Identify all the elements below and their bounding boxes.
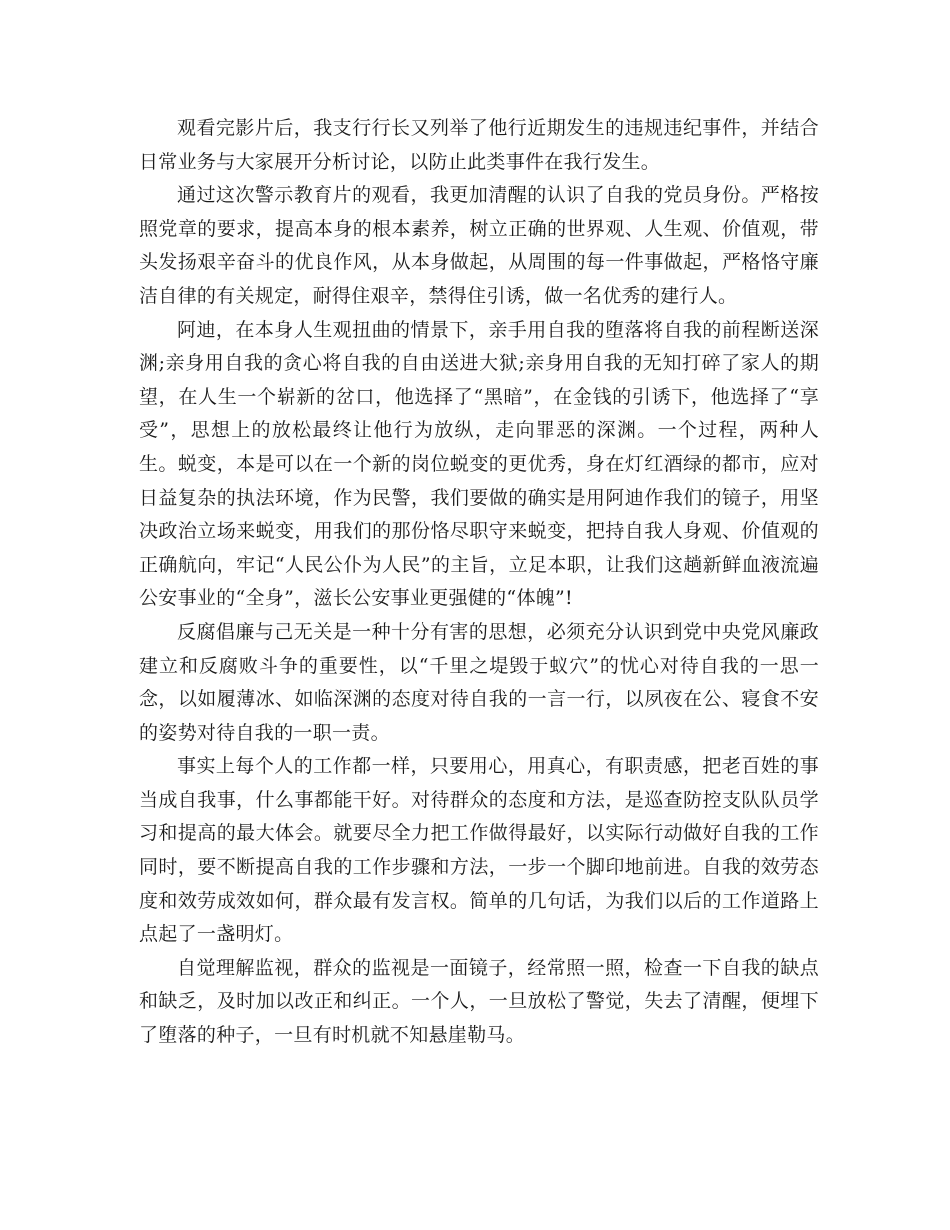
paragraph-4: 反腐倡廉与己无关是一种十分有害的思想，必须充分认识到党中央党风廉政建立和反腐败斗争的重要性，以“千里之堤毁于蚁穴”的忧心对待自我的一思一念，以如履薄冰、如临深渊的态度对待自我的一言一行，以夙夜在公、寝食不安的姿势对待自我的一职一责。 xyxy=(139,620,819,744)
paragraph-3: 阿迪，在本身人生观扭曲的情景下，亲手用自我的堕落将自我的前程断送深渊;亲身用自我的贪心将自我的自由送进大狱;亲身用自我的无知打碎了家人的期望，在人生一个崭新的岔口，他选择了“黑暗”，在金钱的引诱下，他选择了“享受”，思想上的放松最终让他行为放纵，走向罪恶的深渊。一个过程，两种人生。蜕变，本是可以在一个新的岗位蜕变的更优秀，身在灯红酒绿的都市，应对日益复杂的执法环境，作为民警，我们要做的确实是用阿迪作我们的镜子，用坚决政治立场来蜕变，用我们的那份恪尽职守来蜕变，把持自我人身观、价值观的正确航向，牢记“人民公仆为人民”的主旨，立足本职，让我们这趟新鲜血液流遍公安事业的“全身”，滋长公安事业更强健的“体魄”! xyxy=(139,318,819,610)
paragraph-1: 观看完影片后，我支行行长又列举了他行近期发生的违规违纪事件，并结合日常业务与大家展开分析讨论，以防止此类事件在我行发生。 xyxy=(139,117,819,173)
paragraph-2: 通过这次警示教育片的观看，我更加清醒的认识了自我的党员身份。严格按照党章的要求，提高本身的根本素养，树立正确的世界观、人生观、价值观，带头发扬艰辛奋斗的优良作风，从本身做起，从周围的每一件事做起，严格恪守廉洁自律的有关规定，耐得住艰辛，禁得住引诱，做一名优秀的建行人。 xyxy=(139,184,819,307)
paragraph-6: 自觉理解监视，群众的监视是一面镜子，经常照一照，检查一下自我的缺点和缺乏，及时加以改正和纠正。一个人，一旦放松了警觉，失去了清醒，便埋下了堕落的种子，一旦有时机就不知悬崖勒马。 xyxy=(139,956,819,1047)
paragraph-5: 事实上每个人的工作都一样，只要用心，用真心，有职责感，把老百姓的事当成自我事，什么事都能干好。对待群众的态度和方法，是巡查防控支队队员学习和提高的最大体会。就要尽全力把工作做得最好，以实际行动做好自我的工作同时，要不断提高自我的工作步骤和方法，一步一个脚印地前进。自我的效劳态度和效劳成效如何，群众最有发言权。简单的几句话，为我们以后的工作道路上点起了一盏明灯。 xyxy=(139,755,819,946)
document-body xyxy=(139,112,819,1053)
